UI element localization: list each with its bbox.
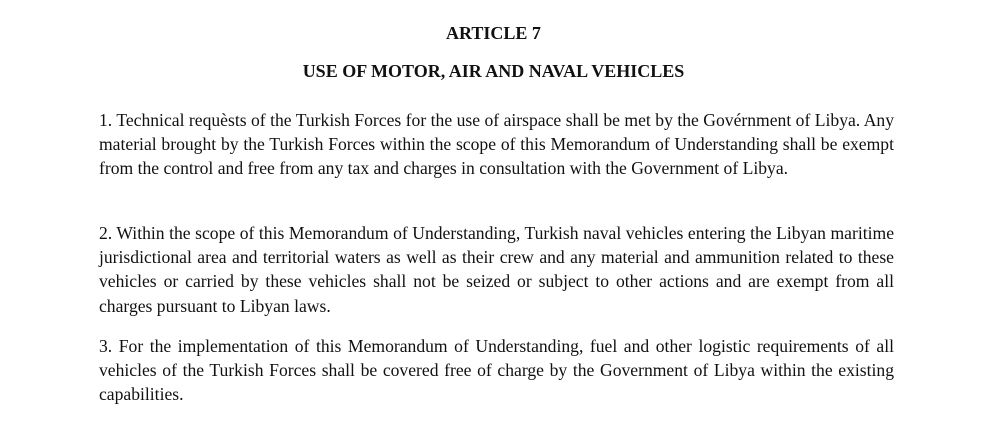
paragraph-2: 2. Within the scope of this Memorandum of Understanding, Turkish naval vehicles entering the Libyan maritime jurisdictional area and territorial waters as well as their crew and any material and ammunition related to these vehicles or carried by these vehicles shall not be seized or subject to other actions and are exempt from all charges pursuant to Libyan laws. xyxy=(99,223,894,316)
paragraph-3: 3. For the implementation of this Memorandum of Understanding, fuel and other logistic requirements of all vehicles of the Turkish Forces shall be covered free of charge by the Government of Libya within the existing capabilities. xyxy=(99,336,894,405)
paragraph-1: 1. Technical requèsts of the Turkish Forces for the use of airspace shall be met by the Govérnment of Libya. Any material brought by the Turkish Forces within the scope of this Memorandum of Understanding shall be exempt from the control and free from any tax and charges in consultation with the Government of Libya. xyxy=(99,110,894,179)
article-number-heading: ARTICLE 7 xyxy=(446,23,541,43)
article-title-heading: USE OF MOTOR, AIR AND NAVAL VEHICLES xyxy=(302,61,685,81)
